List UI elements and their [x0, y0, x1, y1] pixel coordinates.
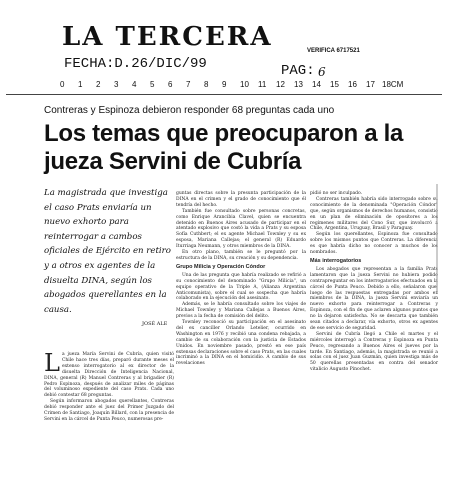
cm-ruler: [60, 80, 404, 90]
paragraph: Los abogados que representan a la familia Prats lamentaron que la jueza Servini no hubiera podido contrapreguntar en los interrogatorios efectuados en la cárcel de Punta Peuco. Debido a ello, señalaron que, luego de las respuestas entregadas por ambos ex miembros de la DINA, la jueza Servini enviaría un nuevo exhorto para reinterrogar a Contreras y Espinoza, con el fin de que aclaren algunos puntos que no la dejaron satisfecha. No se descarta que también sean citados a declarar, vía exhorto, otros ex agentes de ese servicio de seguridad.: [310, 266, 438, 331]
newspaper-masthead: LA TERCERA: [62, 22, 273, 52]
ruler-mark: 9: [222, 80, 227, 89]
ruler-mark: 18CM: [382, 80, 404, 89]
ruler-mark: 11: [258, 80, 267, 89]
article-column-2: [176, 191, 306, 367]
paragraph: En otro plano, también se le preguntó por la estructura de la DINA, su creación y su dependencia.: [176, 250, 306, 261]
verifica-code: VERIFICA 6717521: [307, 48, 360, 54]
article-column-3: [310, 191, 438, 373]
page-number: 6: [318, 65, 326, 79]
subheading: Grupo Milicia y Operación Cóndor: [176, 263, 266, 270]
paragraph: a jueza María Servini de Cubría, quien visitó Chile hace tres días, preparó durante meses el extenso interrogatorio al ex director de la disuelta Dirección de Inteligencia Nacional, DINA, general (R) Manuel Contreras y al brigadier (R) Pedro Espinoza, después de analizar miles de páginas del voluminoso expediente del caso Prats. Cada uno debió contestar 68 preguntas.: [44, 352, 174, 399]
article-column-1: [44, 349, 174, 423]
ruler-mark: 13: [294, 80, 303, 89]
ruler-mark: 3: [114, 80, 119, 89]
ruler-mark: 4: [132, 80, 137, 89]
subheading: Más interrogatorios: [310, 257, 362, 264]
ruler-mark: 17: [366, 80, 375, 89]
paragraph: Una de las pregunta que habría realizado se refirió a su conocimiento del denominado "Grupo Milicia", un equipo operativo de la Triple A, (Alianza Argentina Anticomunista), sobre el cual se sospecha que habría colaborado en la ejecución del asesinato.: [176, 272, 306, 302]
ruler-mark: 5: [150, 80, 155, 89]
article-headline: Los temas que preocuparon a la jueza Servini de Cubría: [44, 120, 404, 175]
paragraph: guntas directas sobre la presunta participación de la DINA en el crimen y el grado de conocimiento que él tendría del hecho.: [176, 191, 306, 208]
drop-cap: L: [44, 349, 60, 377]
article-byline: JOSÉ ALE: [142, 321, 168, 327]
paragraph: Según los querellantes, Espinoza fue consultado sobre los mismos puntos que Contreras. La diferencia es que habría dicho no conocer a muchos de los nombrados.: [310, 232, 438, 256]
ruler-mark: 7: [186, 80, 191, 89]
paragraph: Townley reconoció su participación en el asesinato del ex canciller Orlando Letelier, ocurrido en Washington en 1976 y recibió una condena rebajada, a cambio de su colaboración con la justicia de Estados Unidos. En noviembre pasado, prestó en ese país extensas declaraciones sobre el caso Prats, en las cuales incriminó a la DINA en el homicidio. A cambio de sus revelaciones: [176, 320, 306, 367]
scan-edge-mark: [436, 184, 438, 294]
date-stamp: FECHA:D.26/DIC/99: [64, 56, 207, 72]
ruler-mark: 1: [78, 80, 83, 89]
article-lead: La magistrada que investiga el caso Prats enviaría un nuevo exhorto para reinterrogar a cambos oficiales de Ejército en retiro y a otros ex agentes de la disuelta DINA, según los abogados querellantes en la causa.: [44, 188, 171, 315]
ruler-mark: 16: [348, 80, 357, 89]
ruler-mark: 6: [168, 80, 173, 89]
ruler-mark: 10: [240, 80, 249, 89]
paragraph: pidió no ser inculpado.: [310, 191, 363, 196]
ruler-mark: 15: [330, 80, 339, 89]
ruler-mark: 14: [312, 80, 321, 89]
article-kicker: Contreras y Espinoza debieron responder 68 preguntas cada uno: [44, 105, 335, 116]
paragraph: Además, se le habría consultado sobre los viajes de Michael Townley y Mariana Callejas a Buenos Aires, previos a la fecha de comisión del delito.: [176, 302, 306, 320]
masthead-divider: [6, 94, 442, 95]
ruler-mark: 2: [96, 80, 101, 89]
paragraph: Contreras también habría sido interrogado sobre su conocimiento de la denominada "Operación Cóndor" que, según organismos de derechos humanos, consistió en un plan de eliminación de opositores a los regímenes militares del Cono Sur, que involucró a Chile, Argentina, Uruguay, Brasil y Paraguay.: [310, 196, 438, 232]
ruler-mark: 8: [204, 80, 209, 89]
paragraph: También fue consultado sobre personas concretas, como Enrique Arancibia Clavel, quien se encuentra detenido en Buenos Aires acusado de participar en el atentado explosivo que costó la vida a Prats y su esposa Sofía Cuthbert; el ex agente Michael Townley y su ex esposa, Mariana Callejas; el general (R) Eduardo Iturriaga Neumann, y otros miembros de la DINA.: [176, 208, 306, 250]
paragraph: Servini de Cubría llegó a Chile el martes y el miércoles interrogó a Contreras y Espinoza en Punta Peuco, regresando a Buenos Aires el jueves por la tarde. En Santiago, además, la magistrada se reunió a solas con el juez Juan Guzmán, quien investiga más de 50 querellas presentadas en contra del senador vitalicio Augusto Pinochet.: [310, 331, 438, 373]
ruler-mark: 0: [60, 80, 65, 89]
page-label: PAG:: [281, 63, 315, 79]
paragraph: Según informaron abogados querellantes, Contreras debió responder ante el juez del Primer Juzgado del Crimen de Santiago, Joaquín Billard, con la presencia de Servini en la cárcel de Punta Peuco, numerosas pre-: [44, 399, 174, 422]
ruler-mark: 12: [276, 80, 285, 89]
